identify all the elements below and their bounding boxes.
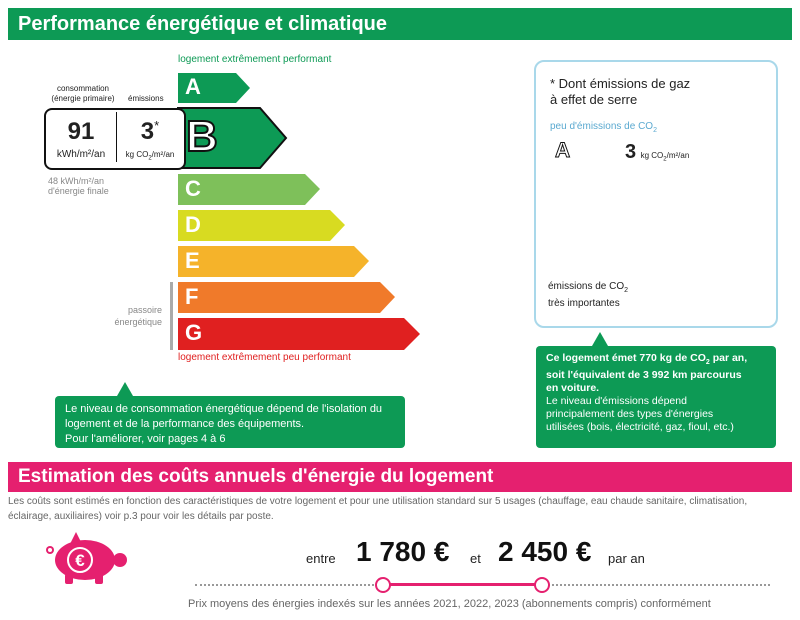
ges-letter-c: C <box>552 189 560 201</box>
ges-value-wrap <box>625 141 689 164</box>
cost-par-an-label: par an <box>608 551 645 566</box>
emissions-value-wrap <box>118 118 182 146</box>
energy-letter-g: G <box>185 320 203 345</box>
cost-range-highlight <box>383 583 541 586</box>
ges-bottom-l1-sub: 2 <box>624 287 629 294</box>
energy-letter-f: F <box>185 284 199 309</box>
ges-top-label-pre: peu d'émissions de CO <box>550 121 654 132</box>
passoire-label-l1: passoire <box>127 305 162 315</box>
ges-top-label-sub: 2 <box>653 127 657 134</box>
emissions-unit-pre: kg CO <box>125 150 149 159</box>
energy-letter-a: A <box>185 74 201 99</box>
costs-description-line2: éclairage, auxiliaires) voir p.3 pour voir les détails par poste. <box>8 511 274 522</box>
energy-bar-f <box>178 282 395 313</box>
callout-right-line4: Le niveau d'émissions dépend <box>546 395 687 408</box>
emissions-unit-post: /m²/an <box>151 150 175 159</box>
ges-letter-b: B <box>552 171 560 183</box>
ges-letter-a: A <box>555 139 571 162</box>
ges-letter-g: G <box>552 261 561 273</box>
callout-right-bold1-pre: Ce logement émet 770 kg de CO <box>546 352 706 364</box>
conso-subheading-text: (énergie primaire) <box>51 94 115 103</box>
callout-right-bold3: en voiture. <box>546 382 600 395</box>
callout-right-bold2: soit l'équivalent de 3 992 km parcourus <box>546 369 742 382</box>
callout-right-bold1-post: par an, <box>709 352 748 364</box>
callout-right-bold1 <box>546 352 766 369</box>
callout-right-bold1-sub: 2 <box>705 359 710 367</box>
callout-left-line2: logement et de la performance des équipements. <box>65 418 305 430</box>
emissions-star: * <box>154 118 160 133</box>
emissions-heading: émissions <box>128 94 164 103</box>
conso-heading-text: consommation <box>56 84 110 93</box>
section-title-performance: Performance énergétique et climatique <box>8 8 792 40</box>
cost-et-label: et <box>470 551 481 566</box>
callout-left-line3: Pour l'améliorer, voir pages 4 à 6 <box>65 433 226 445</box>
costs-description <box>8 494 792 524</box>
ges-note <box>550 76 690 108</box>
ges-bottom-label <box>548 280 628 310</box>
cost-low-value: 1 780 € <box>356 536 450 567</box>
cost-range-marker-low <box>375 577 391 593</box>
callout-right-line5: principalement des types d'énergies <box>546 408 714 421</box>
callout-right <box>536 346 776 448</box>
costs-footnote: Prix moyens des énergies indexés sur les années 2021, 2022, 2023 (abonnements compris) conformément <box>188 598 711 610</box>
emissions-unit-sub: 2 <box>148 155 152 162</box>
ges-value: 3 <box>625 141 637 163</box>
energy-letter-d: D <box>185 212 201 237</box>
passoire-label <box>100 304 162 328</box>
ges-unit-sub: 2 <box>663 156 667 163</box>
euro-symbol: € <box>75 551 85 570</box>
callout-left-line1: Le niveau de consommation énergétique dépend de l'isolation du <box>65 403 383 415</box>
ges-note-l1: * Dont émissions de gaz <box>550 76 691 91</box>
energy-bar-d <box>178 210 345 241</box>
cost-range-marker-high <box>534 577 550 593</box>
energy-letter-b: B <box>186 112 218 161</box>
ges-unit-post: /m²/an <box>666 151 690 160</box>
costs-description-line1: Les coûts sont estimés en fonction des caractéristiques de votre logement et pour une utilisation standard sur 5 usages (chauffage, eau chaude sanitaire, climatisation, <box>8 496 748 507</box>
callout-right-arrow <box>592 332 608 346</box>
energy-letter-c: C <box>185 176 201 201</box>
ges-unit <box>640 151 690 163</box>
ges-top-label <box>550 121 657 134</box>
emissions-value: 3 <box>140 118 155 145</box>
final-energy-value: 48 kWh/m²/an <box>48 176 105 186</box>
energy-bar-g <box>178 318 420 350</box>
conso-heading <box>48 84 118 104</box>
callout-left <box>55 396 405 448</box>
label-bottom-peu-performant: logement extrêmement peu performant <box>178 352 351 363</box>
conso-value: 91 <box>67 118 95 145</box>
ges-letter-d: D <box>552 207 560 219</box>
ges-letter-f: F <box>552 243 559 255</box>
passoire-marker <box>170 282 173 350</box>
energy-bar-e <box>178 246 369 277</box>
piggy-bank-icon <box>40 528 130 588</box>
cost-entre-label: entre <box>306 551 336 566</box>
ges-letter-e: E <box>552 225 560 237</box>
ges-note-l2: à effet de serre <box>550 92 638 107</box>
final-energy <box>48 176 109 196</box>
callout-left-arrow <box>117 382 133 396</box>
ges-unit-pre: kg CO <box>640 151 664 160</box>
passoire-label-l2: énergétique <box>114 317 162 327</box>
ges-bottom-l2: très importantes <box>548 298 620 309</box>
conso-unit: kWh/m²/an <box>56 149 106 160</box>
emissions-unit <box>118 150 182 162</box>
result-box-divider <box>116 112 117 162</box>
label-top-performant: logement extrêmement performant <box>178 54 332 65</box>
final-energy-label: d'énergie finale <box>48 186 109 196</box>
callout-right-line6: utilisées (bois, électricité, gaz, fioul, etc.) <box>546 421 734 434</box>
ges-bottom-l1-pre: émissions de CO <box>548 281 625 292</box>
section-title-costs: Estimation des coûts annuels d'énergie du logement <box>8 462 792 492</box>
ges-bottom-l1 <box>548 280 628 297</box>
energy-letter-e: E <box>185 248 200 273</box>
cost-high-value: 2 450 € <box>498 536 592 567</box>
